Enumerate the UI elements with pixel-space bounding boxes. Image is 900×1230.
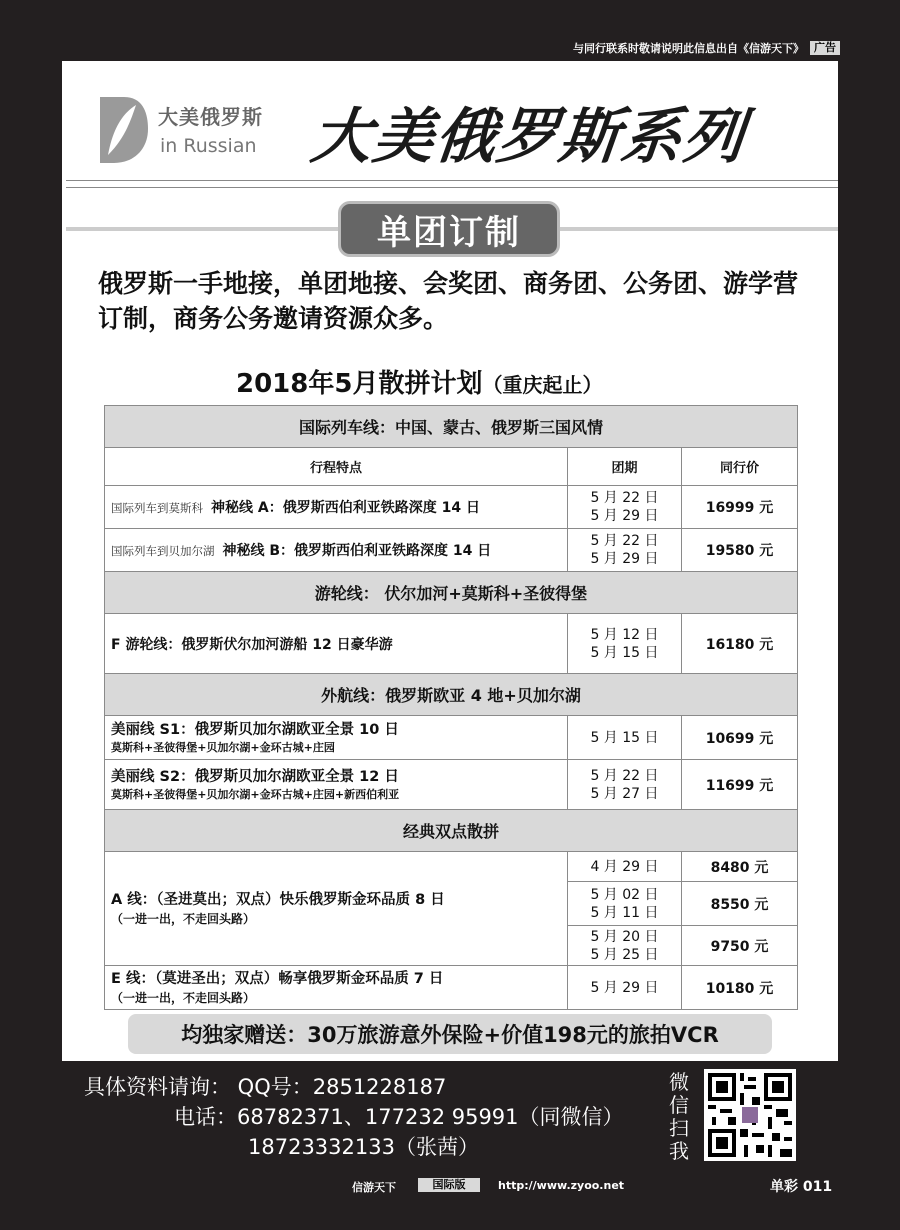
section-rail: 国际列车线：中国、蒙古、俄罗斯三国风情: [105, 406, 798, 448]
date: 5 月 15 日: [590, 644, 659, 661]
section-header: [105, 406, 798, 448]
route-name: E 线：（莫进圣出；双点）畅享俄罗斯金环品质 7 日: [111, 970, 444, 987]
date-cell: [568, 926, 682, 966]
header-price: 同行价: [682, 448, 798, 486]
price-cell: 16999 元: [682, 486, 798, 529]
footer-edition: 国际版: [418, 1178, 480, 1192]
date: 5 月 29 日: [590, 508, 659, 524]
price-cell: 10699 元: [682, 716, 798, 760]
route-stops: 莫斯科+圣彼得堡+贝加尔湖+金环古城+庄园: [111, 740, 335, 754]
section-header: [105, 572, 798, 614]
date-cell: 4 月 29 日: [568, 852, 682, 882]
custom-label: 单团订制: [338, 201, 560, 257]
table-header: [105, 448, 798, 486]
route-cell: [105, 852, 568, 966]
top-note-text: 与同行联系时敬请说明此信息出自《信游天下》: [573, 42, 804, 55]
date: 5 月 22 日: [590, 533, 659, 549]
logo-cn: 大美俄罗斯: [158, 105, 263, 129]
date: 5 月 22 日: [590, 490, 659, 506]
contact-mobile: 18723332133（张茜）: [248, 1135, 479, 1159]
scan-label: 微信扫我: [669, 1070, 689, 1163]
ad-badge: 广告: [810, 41, 840, 55]
divider: [66, 180, 838, 181]
table-row: [105, 760, 798, 810]
contact-phone: 电话：68782371、177232 95991（同微信）: [174, 1105, 624, 1129]
route-name: 神秘线 B：俄罗斯西伯利亚铁路深度 14 日: [222, 543, 492, 559]
wechat-qr-code-icon: [704, 1069, 796, 1161]
date-cell: [568, 614, 682, 674]
route-cell: [105, 716, 568, 760]
section-cruise: 游轮线： 伏尔加河+莫斯科+圣彼得堡: [105, 572, 798, 614]
route-tag: 国际列车到贝加尔湖: [111, 544, 215, 558]
date-cell: 5 月 29 日: [568, 966, 682, 1010]
date-cell: [568, 760, 682, 810]
section-flight: 外航线：俄罗斯欧亚 4 地+贝加尔湖: [105, 674, 798, 716]
price-cell: 11699 元: [682, 760, 798, 810]
route-name: 美丽线 S1：俄罗斯贝加尔湖欧亚全景 10 日: [111, 721, 399, 738]
contact-box: [62, 1061, 838, 1169]
top-note: [440, 40, 840, 56]
route-cell: [105, 529, 568, 572]
price-cell: 8480 元: [682, 852, 798, 882]
route-name: F 游轮线：俄罗斯伏尔加河游船 12 日豪华游: [105, 614, 568, 674]
gift-banner: 均独家赠送：30万旅游意外保险+价值198元的旅拍VCR: [128, 1014, 772, 1054]
table-row: [105, 486, 798, 529]
price-cell: 16180 元: [682, 614, 798, 674]
route-name: 美丽线 S2：俄罗斯贝加尔湖欧亚全景 12 日: [111, 768, 399, 785]
price-cell: 9750 元: [682, 926, 798, 966]
date: 5 月 27 日: [590, 785, 659, 802]
table-row: [105, 614, 798, 674]
date: 5 月 22 日: [590, 767, 659, 784]
date-cell: [568, 486, 682, 529]
price-cell: 19580 元: [682, 529, 798, 572]
route-tag: 国际列车到莫斯科: [111, 501, 203, 515]
leaf-logo-icon: [94, 93, 150, 165]
header-feature: 行程特点: [105, 448, 568, 486]
price-cell: 8550 元: [682, 882, 798, 926]
date-cell: 5 月 15 日: [568, 716, 682, 760]
route-note: （一进一出，不走回头路）: [111, 911, 256, 926]
footer-brand: 信游天下: [352, 1181, 396, 1194]
ad-page: [62, 61, 838, 1169]
date: 5 月 11 日: [590, 904, 659, 921]
date-cell: [568, 529, 682, 572]
header-dates: 团期: [568, 448, 682, 486]
plan-title-main: 2018年5月散拼计划: [236, 369, 483, 399]
date: 5 月 02 日: [590, 886, 659, 903]
date: 5 月 25 日: [590, 946, 659, 963]
intro-text: 俄罗斯一手地接，单团地接、会奖团、商务团、公务团、游学营订制，商务公务邀请资源众多。: [98, 269, 799, 333]
section-classic: 经典双点散拼: [105, 810, 798, 852]
route-cell: [105, 760, 568, 810]
route-name: 神秘线 A：俄罗斯西伯利亚铁路深度 14 日: [211, 500, 480, 516]
logo-en: in Russian: [160, 135, 257, 157]
route-cell: [105, 966, 568, 1010]
route-cell: [105, 486, 568, 529]
logo: [94, 91, 284, 167]
route-stops: 莫斯科+圣彼得堡+贝加尔湖+金环古城+庄园+新西伯利亚: [111, 787, 400, 801]
route-note: （一进一出，不走回头路）: [111, 990, 256, 1005]
route-name: A 线：（圣进莫出；双点）快乐俄罗斯金环品质 8 日: [111, 891, 445, 908]
table-row: [105, 966, 798, 1010]
date-cell: [568, 882, 682, 926]
page-title: 大美俄罗斯系列: [307, 102, 750, 172]
plan-title: [236, 363, 602, 400]
schedule-table: [104, 405, 798, 1010]
footer: [0, 1178, 900, 1194]
section-header: [105, 674, 798, 716]
date: 5 月 20 日: [590, 928, 659, 945]
plan-title-sub: （重庆起止）: [482, 373, 603, 397]
date: 5 月 29 日: [590, 551, 659, 567]
footer-url: http://www.zyoo.net: [498, 1179, 625, 1192]
date: 5 月 12 日: [590, 626, 659, 643]
table-row: [105, 529, 798, 572]
page-number: 单彩 011: [770, 1179, 833, 1195]
contact-qq: 具体资料请询： QQ号：2851228187: [84, 1075, 447, 1099]
price-cell: 10180 元: [682, 966, 798, 1010]
table-row: [105, 852, 798, 882]
section-header: [105, 810, 798, 852]
divider: [66, 187, 838, 188]
table-row: [105, 716, 798, 760]
